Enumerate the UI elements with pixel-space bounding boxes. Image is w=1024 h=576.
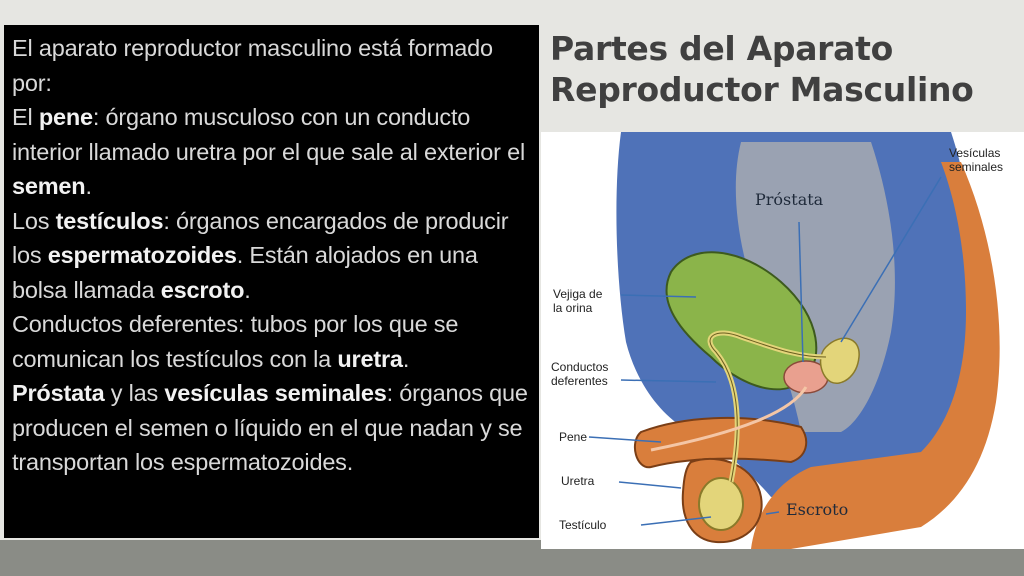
title-line-1: Partes del Aparato bbox=[550, 29, 893, 68]
testiculos-paragraph: Los testículos: órganos encargados de producir los espermatozoides. Están alojados en una bolsa llamada escroto. bbox=[12, 207, 509, 303]
label-uretra: Uretra bbox=[561, 474, 595, 488]
testicle-shape bbox=[699, 478, 743, 530]
label-vesiculas: Vesículas seminales bbox=[949, 146, 1004, 174]
label-escroto: Escroto bbox=[786, 500, 849, 519]
label-testiculo: Testículo bbox=[559, 518, 607, 532]
label-vejiga: Vejiga de la orina bbox=[553, 287, 603, 315]
label-pene: Pene bbox=[559, 430, 588, 444]
label-prostata: Próstata bbox=[755, 190, 824, 209]
slide-title bbox=[550, 28, 1020, 110]
intro-paragraph: El aparato reproductor masculino está formado por: bbox=[12, 35, 493, 96]
title-line-2: Reproductor Masculino bbox=[550, 70, 974, 109]
pene-paragraph: El pene: órgano musculoso con un conducto interior llamado uretra por el que sale al exterior el semen. bbox=[12, 104, 525, 199]
description-text-panel bbox=[4, 25, 539, 538]
label-conductos: Conductos deferentes bbox=[551, 360, 609, 388]
prostata-paragraph: Próstata y las vesículas seminales: órganos que producen el semen o líquido en el que nadan y se transportan los espermatozoides. bbox=[12, 380, 528, 475]
anatomy-illustration bbox=[541, 132, 1024, 549]
conductos-paragraph: Conductos deferentes: tubos por los que se comunican los testículos con la uretra. bbox=[12, 311, 459, 372]
